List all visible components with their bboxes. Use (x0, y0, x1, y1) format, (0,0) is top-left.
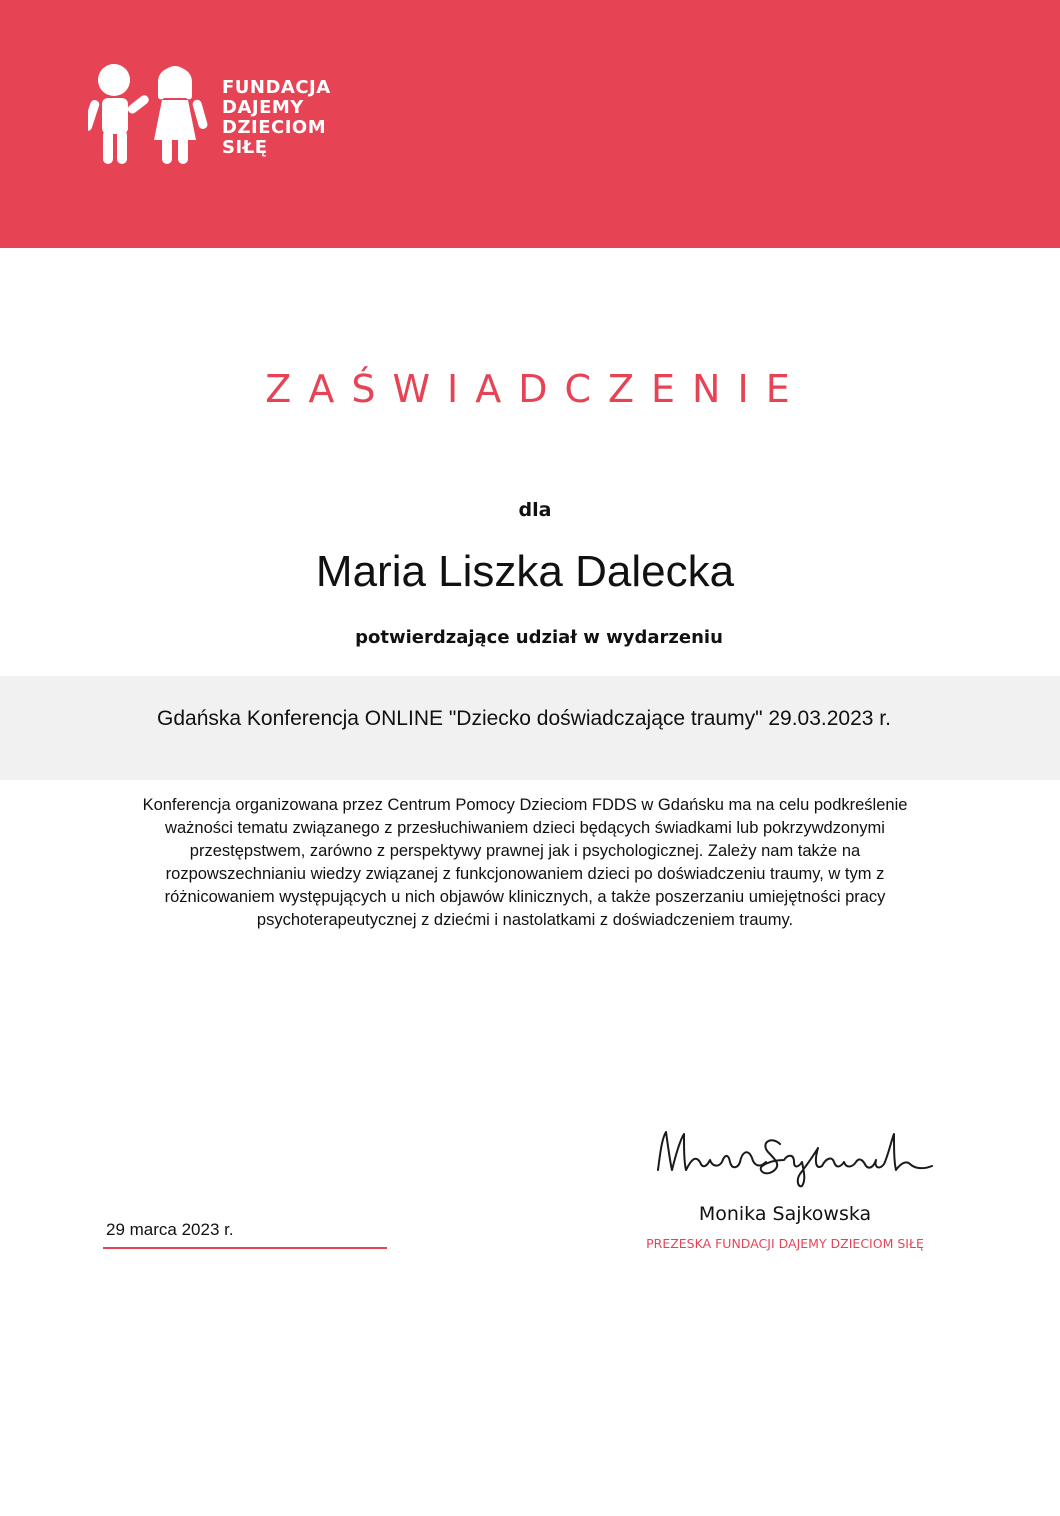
logo-line: DZIECIOM (222, 117, 327, 138)
for-label: dla (518, 499, 552, 521)
confirmation-text: potwierdzające udział w wydarzeniu (355, 627, 723, 648)
event-description: Konferencja organizowana przez Centrum Pomocy Dzieciom FDDS w Gdańsku ma na celu podkreślenie ważności tematu związanego z przesłuchiwaniem dzieci będących świadkami lub pokrzywdzonymi przestępstwem, zarówno z perspektywy prawnej jak i psychologicznej. Zależy nam także na rozpowszechnianiu wiedzy związanej z funkcjonowaniem dzieci po doświadczeniu traumy, w tym z różnicowaniem występujących u nich objawów klinicznych, a także poszerzaniu umiejętności pracy psychoterapeutycznej z dziećmi i nastolatkami z doświadczeniem traumy. (142, 796, 908, 929)
children-holding-hands-icon (88, 56, 216, 168)
logo-line: DAJEMY (222, 97, 304, 118)
signer-role: PREZESKA FUNDACJI DAJEMY DZIECIOM SIŁĘ (646, 1236, 924, 1251)
logo-line: SIŁĘ (222, 137, 268, 158)
header-band (0, 0, 1060, 248)
certificate-title: ZAŚWIADCZENIE (265, 367, 807, 411)
foundation-logo-text (222, 78, 331, 158)
event-title: Gdańska Konferencja ONLINE "Dziecko doświadczające traumy" 29.03.2023 r. (157, 707, 891, 730)
handwritten-signature (648, 1118, 938, 1188)
date-underline (103, 1247, 387, 1249)
signer-name: Monika Sajkowska (698, 1203, 872, 1225)
logo-line: FUNDACJA (222, 77, 331, 98)
recipient-name: Maria Liszka Dalecka (315, 547, 735, 596)
issue-date: 29 marca 2023 r. (106, 1220, 234, 1239)
